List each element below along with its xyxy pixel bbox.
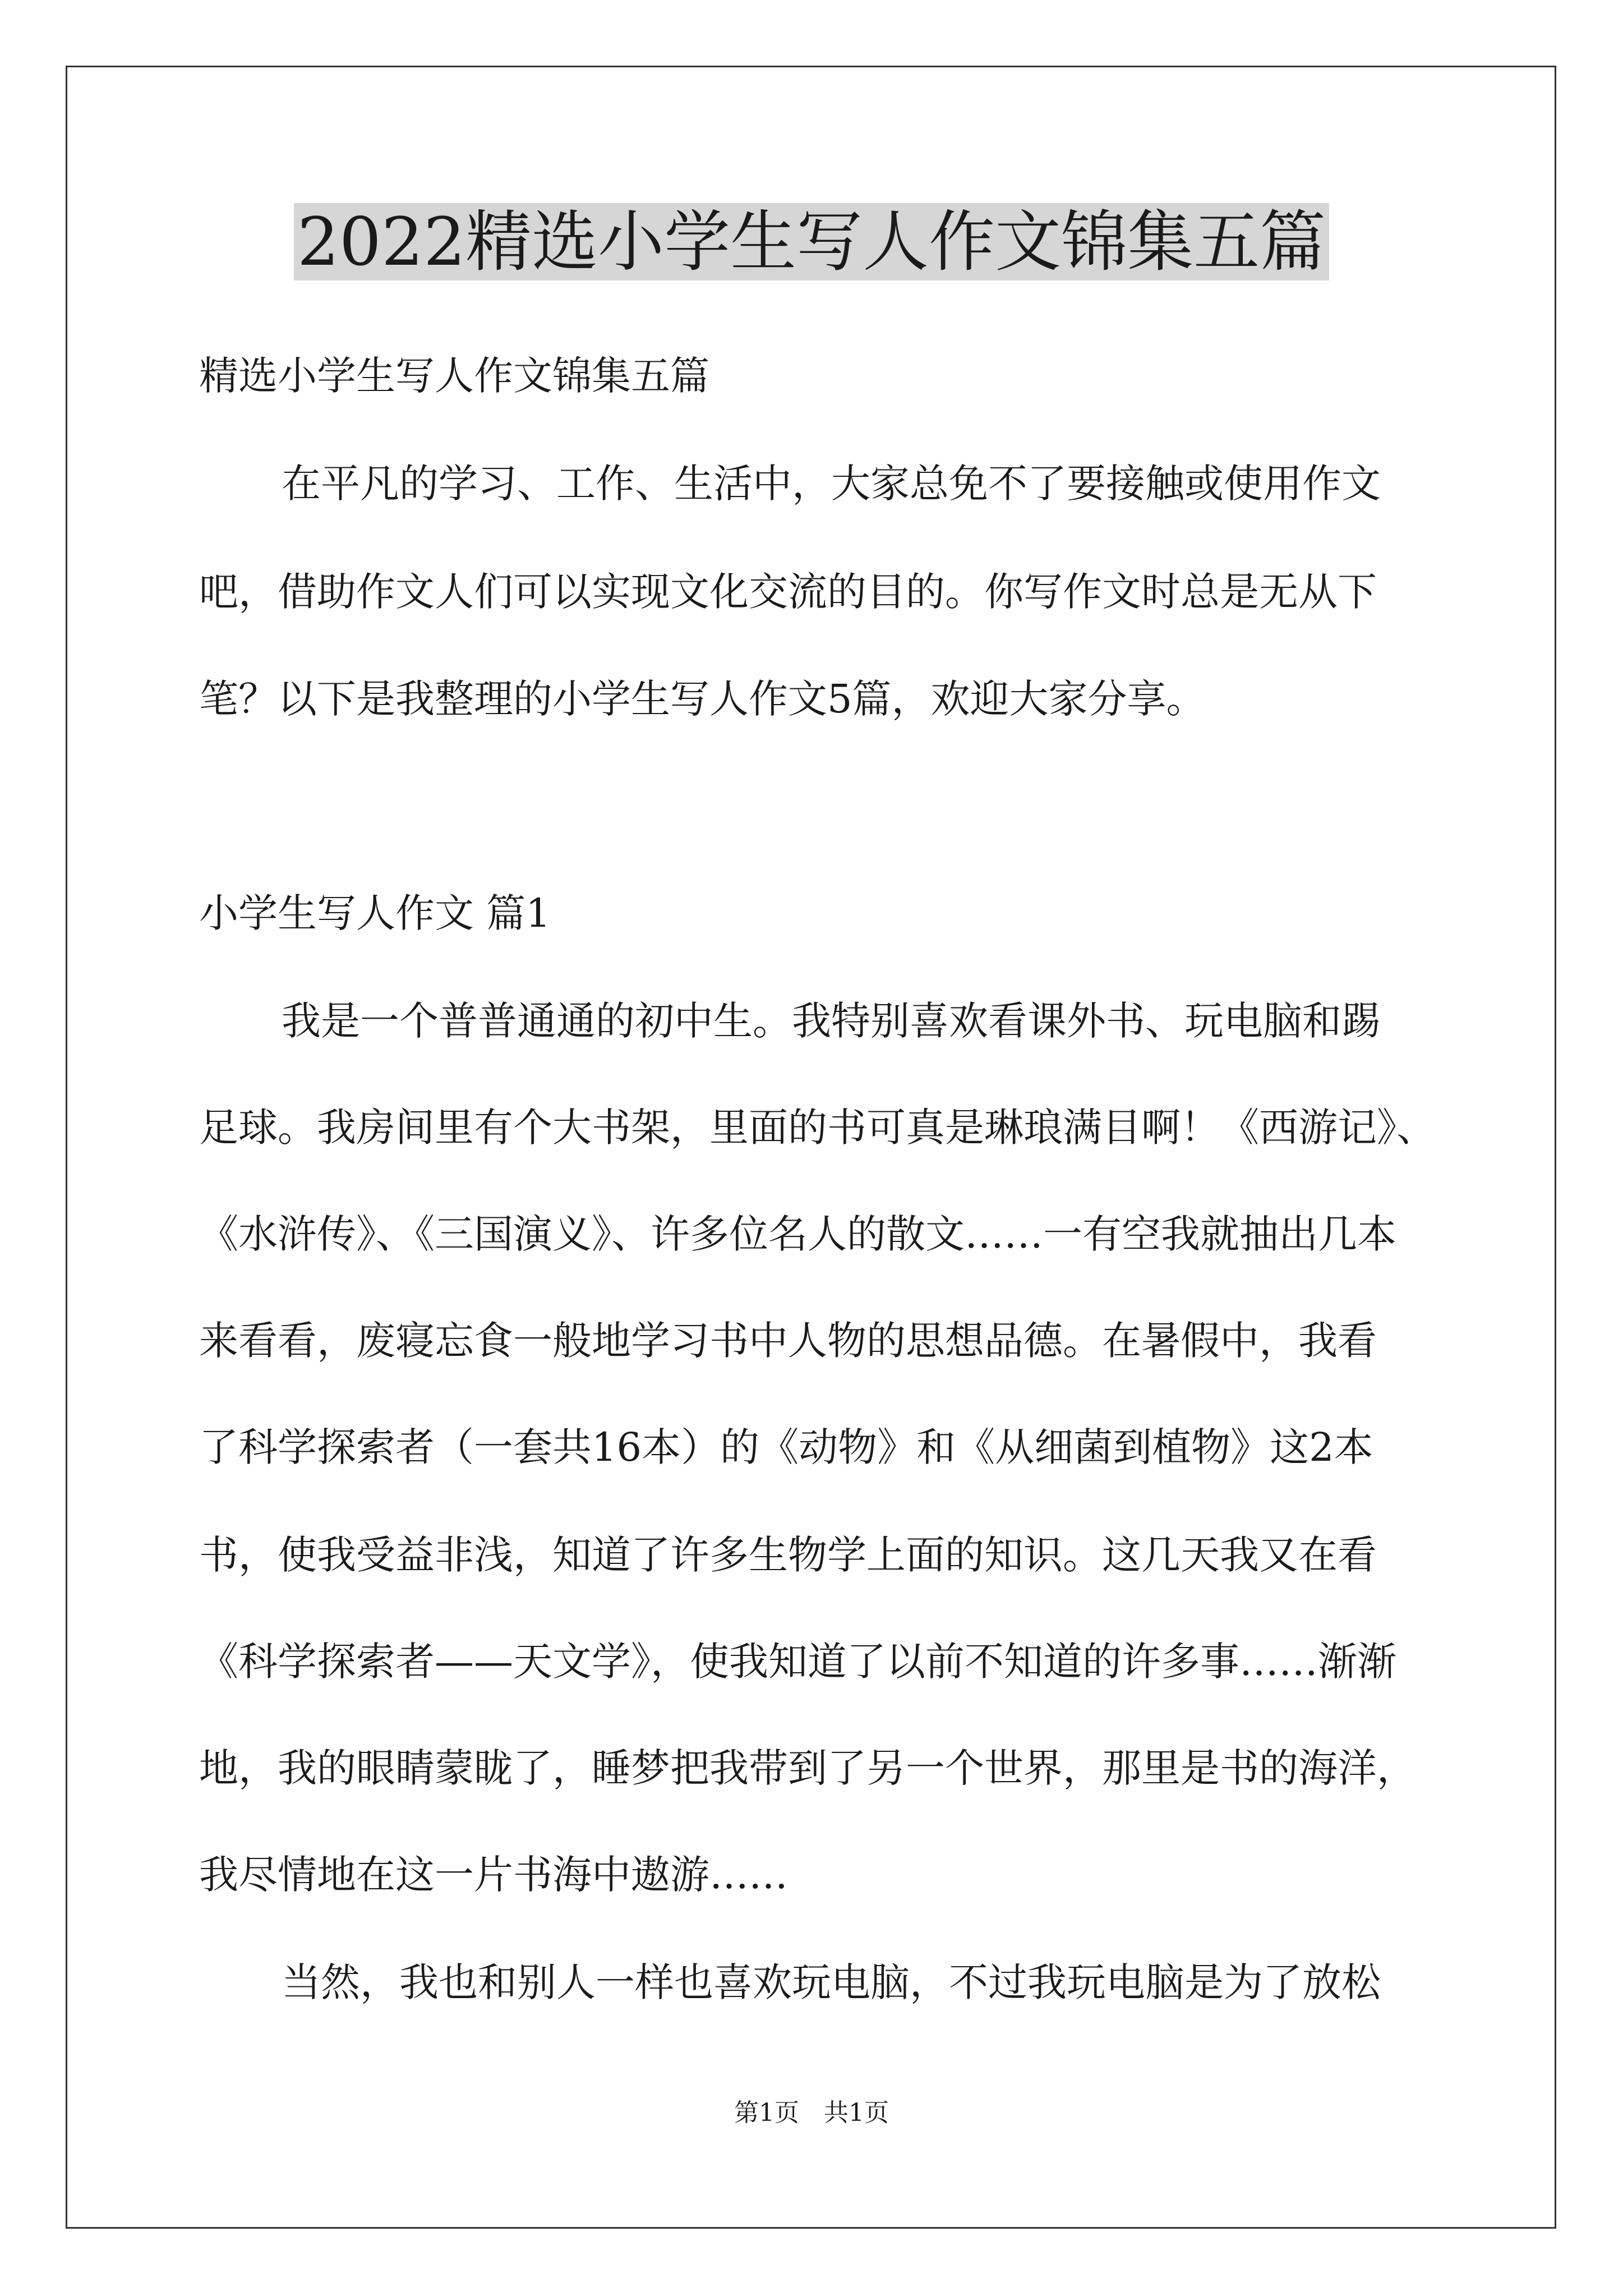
document-subtitle: 精选小学生写人作文锦集五篇	[199, 353, 709, 399]
body-line: 地，我的眼睛蒙眬了，睡梦把我带到了另一个世界，那里是书的海洋，	[199, 1745, 1416, 1791]
intro-line: 吧，借助作文人们可以实现文化交流的目的。你写作文时总是无从下	[199, 569, 1377, 615]
intro-line: 笔？以下是我整理的小学生写人作文5篇，欢迎大家分享。	[199, 676, 1206, 722]
intro-line: 在平凡的学习、工作、生活中，大家总免不了要接触或使用作文	[282, 461, 1381, 507]
body-line: 了科学探索者（一套共16本）的《动物》和《从细菌到植物》这2本	[199, 1424, 1373, 1470]
section-heading: 小学生写人作文 篇1	[199, 890, 551, 936]
body-line: 足球。我房间里有个大书架，里面的书可真是琳琅满目啊！《西游记》、	[199, 1105, 1436, 1151]
body-line: 我是一个普普通通的初中生。我特别喜欢看课外书、玩电脑和踢	[282, 998, 1381, 1044]
body-line: 我尽情地在这一片书海中遨游……	[199, 1852, 788, 1898]
page-footer: 第1页 共1页	[734, 2099, 889, 2127]
body-line: 当然，我也和别人一样也喜欢玩电脑，不过我玩电脑是为了放松	[282, 1959, 1381, 2005]
document-title	[0, 200, 1623, 284]
body-line: 《科学探索者——天文学》，使我知道了以前不知道的许多事……渐渐	[199, 1639, 1396, 1685]
body-line: 书，使我受益非浅，知道了许多生物学上面的知识。这几天我又在看	[199, 1532, 1377, 1578]
document-title-text: 2022精选小学生写人作文锦集五篇	[294, 203, 1329, 280]
body-line: 来看看，废寝忘食一般地学习书中人物的思想品德。在暑假中，我看	[199, 1318, 1377, 1364]
body-line: 《水浒传》、《三国演义》、许多位名人的散文……一有空我就抽出几本	[199, 1211, 1396, 1257]
